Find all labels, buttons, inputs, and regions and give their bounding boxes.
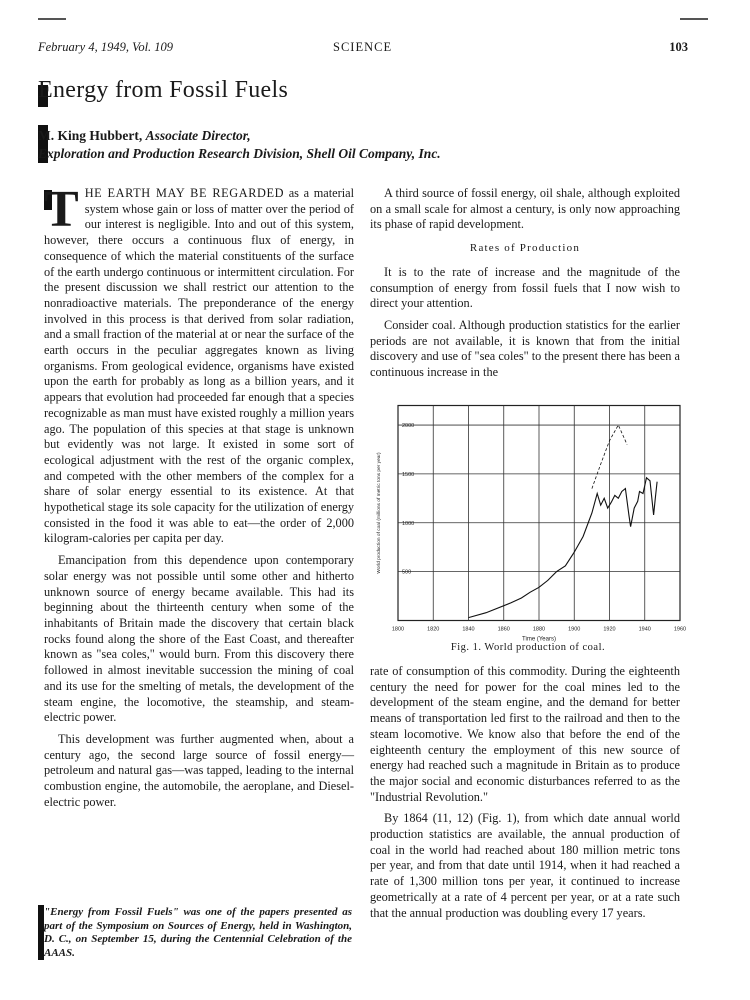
x-axis-label: Time (Years): [522, 636, 556, 643]
paragraph: A third source of fossil energy, oil shale, although exploited on a small scale for almost a century, is only now approaching its phase of rapid development.: [370, 186, 680, 232]
y-tick-label: 1000: [402, 520, 415, 527]
x-tick-label: 1880: [532, 626, 546, 633]
x-tick-label: 1940: [638, 626, 651, 633]
paragraph: Emancipation from this dependence upon contemporary solar energy was not possible until some other and hitherto unknown source of energy became available. This had its beginning about the thirteenth century when some of the inhabitants of Britain made the discovery that certain black rocks found along the shore of the East Coast, and thereafter known as "sea coles," would burn. From this discovery there followed in almost inevitable succession the mining of coal and its use for the smelting of metals, the development of the steam engine, the locomotive, the steamship, and steam-electric power.: [44, 553, 354, 725]
x-tick-label: 1960: [673, 626, 687, 633]
figure-caption: Fig. 1. World production of coal.: [450, 642, 606, 653]
journal-name: SCIENCE: [333, 40, 393, 54]
left-column: [44, 181, 354, 816]
y-tick-label: 1500: [402, 471, 415, 478]
paragraph: [44, 181, 354, 547]
paragraph-text: as a material system whose gain or loss of matter over the period of our interest is negligible. Into and out of this system, however, there occurs a continuous flux of energy, in consequence of which the material constituents of the surface of the earth undergo continuous or intermittent circulation. For the present discussion we shall restrict our attention to the nonradioactive materials. The preponderance of the energy involved in this process is that derived from solar radiation, and a small fraction of the material at or near the surface of the earth occurs in the peculiar aggregates known as living organisms. From geological evidence, organisms have existed upon the earth for probably as long as a billion years, and it appears that evolution had proceeded far enough that a species recognizable as man must have existed roughly a million years ago. The population of this species at that stage is unknown but evidently was not large. It existed in some sort of ecological adjustment with the rest of the organic complex, and competed with the other members of the complex for a share of solar energy essential to its existence. At that hypothetical stage its sole capacity for the utilization of energy consisted in the food it was able to eat—the order of 2,000 kilogram-calories per capita per day.: [44, 186, 354, 546]
x-tick-label: 1900: [568, 626, 581, 633]
section-heading: Rates of Production: [469, 242, 581, 255]
paragraph: It is to the rate of increase and the magnitude of the consumption of energy from fossil fuels that I now wish to direct your attention.: [370, 264, 680, 311]
paragraph: This development was further augmented when, about a century ago, the second large source of fossil energy—petroleum and natural gas—was tapped, leading to the internal combustion engine, the automobile, the aeroplane, and Diesel-electric power.: [44, 731, 354, 809]
page-header: [38, 40, 688, 60]
paragraph: By 1864 (11, 12) (Fig. 1), from which date annual world production statistics are available, the annual production of coal in the world had reached about 180 million metric tons per year, and from that date until 1914, when it had reached a rate of 1,300 million tons per year, it continued to increase geometrically at a rate of 4 percent per year, or at a rate such that the annual production was doubling every 17 years.: [370, 811, 680, 920]
x-tick-label: 1860: [497, 626, 510, 633]
x-tick-label: 1840: [462, 626, 475, 633]
right-column-bottom: [370, 664, 680, 927]
page-number: 103: [669, 40, 688, 54]
author-line: [38, 128, 251, 144]
paragraph: Consider coal. Although production statistics for the earlier periods are not available, it is known that from the initial discovery and use of "sea coles" to the present there has been a continuous increase in the: [370, 317, 680, 380]
y-axis-label: World production of coal (millions of metric tons per year): [377, 452, 382, 574]
paragraph: rate of consumption of this commodity. During the eighteenth century the need for power for the coal mines led to the development of the steam engine, and the demand for better means of transportation led first to the railroad and then to the steam locomotive. We know also that before the end of the eighteenth century the employment of this new source of energy had reached such a magnitude in Britain as to produce the major social and economic disturbances referred to as the "Industrial Revolution.": [370, 664, 680, 804]
drop-cap: T: [44, 181, 79, 238]
x-tick-label: 1820: [427, 626, 440, 633]
footnote: "Energy from Fossil Fuels" was one of the papers presented as part of the Symposium on Sources of Energy, held in Washington, D. C., on September 15, during the Centennial Celebration of the AAAS.: [44, 906, 352, 959]
right-column-top: [370, 186, 680, 387]
x-tick-label: 1800: [391, 626, 405, 633]
coal-production-chart: [368, 380, 688, 655]
article-title: Energy from Fossil Fuels: [38, 77, 289, 103]
series-line-coal-production: [469, 478, 658, 618]
y-tick-label: 2000: [402, 423, 415, 430]
top-rule-left: [38, 18, 66, 20]
top-rule-right: [680, 18, 708, 20]
issue-date: February 4, 1949, Vol. 109: [38, 40, 174, 54]
author-role: Associate Director,: [145, 128, 251, 143]
lead-caps: HE EARTH MAY BE REGARDED: [84, 186, 285, 200]
author-affiliation: Exploration and Production Research Division, Shell Oil Company, Inc.: [38, 146, 441, 161]
y-tick-label: 500: [402, 569, 412, 576]
author-name: M. King Hubbert,: [38, 128, 143, 143]
x-tick-label: 1920: [603, 626, 616, 633]
